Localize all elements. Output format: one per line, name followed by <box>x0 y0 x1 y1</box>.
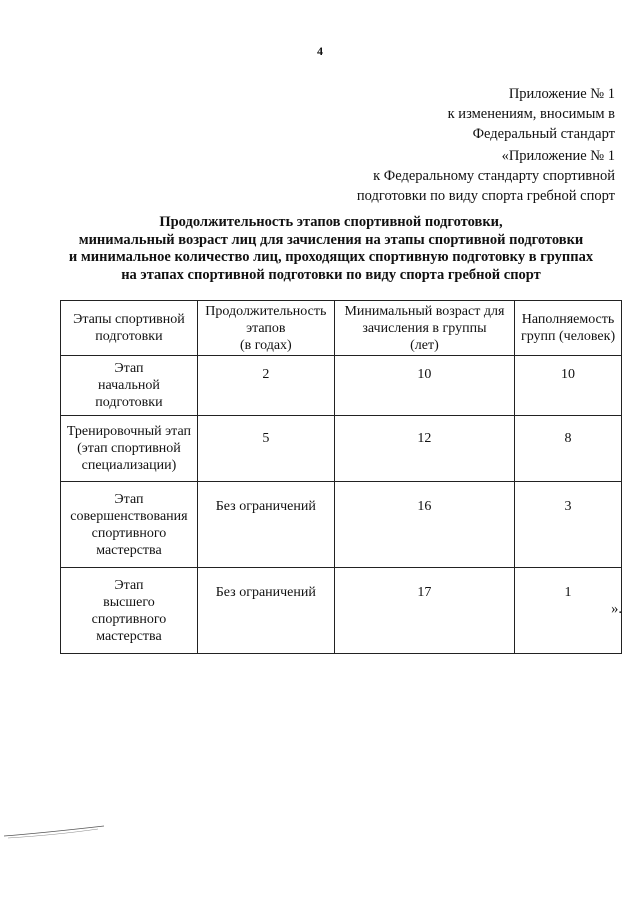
table-row <box>61 356 622 416</box>
table-header-row <box>61 301 622 356</box>
page-number: 4 <box>317 44 323 58</box>
table-row <box>61 416 622 482</box>
cell-min-age: 12 <box>334 416 514 482</box>
cell-min-age: 10 <box>334 356 514 416</box>
cell-duration: 5 <box>197 416 334 482</box>
appendix-reference-line: подготовки по виду спорта гребной спорт <box>356 188 615 204</box>
cell-duration: 2 <box>197 356 334 416</box>
cell-min-age: 17 <box>334 568 514 654</box>
cell-group-size: 8 <box>515 416 622 482</box>
table-row <box>61 568 622 654</box>
appendix-header-line: Приложение № 1 <box>508 86 615 102</box>
cell-stage: Тренировочный этап (этап спортивной специализации) <box>61 416 198 482</box>
appendix-reference <box>357 146 615 206</box>
appendix-header-line: к изменениям, вносимым в <box>447 106 615 122</box>
cell-stage: Этап начальной подготовки <box>61 356 198 416</box>
cell-group-size: 1 <box>515 568 622 654</box>
header-min-age: Минимальный возраст для зачисления в группы (лет) <box>334 301 514 356</box>
title-line: минимальный возраст лиц для зачисления на этапы спортивной подготовки <box>78 231 584 248</box>
header-group-size: Наполняемость групп (человек) <box>515 301 622 356</box>
cell-stage: Этап совершенствования спортивного мастерства <box>61 482 198 568</box>
appendix-header <box>448 84 615 144</box>
cell-group-size: 10 <box>515 356 622 416</box>
header-duration: Продолжительность этапов (в годах) <box>197 301 334 356</box>
pen-stroke-mark <box>0 822 120 842</box>
title-line: и минимальное количество лиц, проходящих спортивную подготовку в группах <box>68 249 594 265</box>
stages-table <box>60 300 622 654</box>
document-title <box>40 214 622 284</box>
cell-min-age: 16 <box>334 482 514 568</box>
title-line: Продолжительность этапов спортивной подготовки, <box>159 214 503 230</box>
appendix-reference-line: «Приложение № 1 <box>501 148 615 164</box>
cell-group-size: 3 <box>515 482 622 568</box>
table-row <box>61 482 622 568</box>
appendix-header-line: Федеральный стандарт <box>472 126 615 142</box>
header-stage: Этапы спортивной подготовки <box>61 301 198 356</box>
cell-duration: Без ограничений <box>197 482 334 568</box>
appendix-reference-line: к Федеральному стандарту спортивной <box>373 168 615 184</box>
cell-stage: Этап высшего спортивного мастерства <box>61 568 198 654</box>
title-line: на этапах спортивной подготовки по виду спорта гребной спорт <box>121 266 541 283</box>
cell-duration: Без ограничений <box>197 568 334 654</box>
closing-quote: ». <box>611 601 622 617</box>
